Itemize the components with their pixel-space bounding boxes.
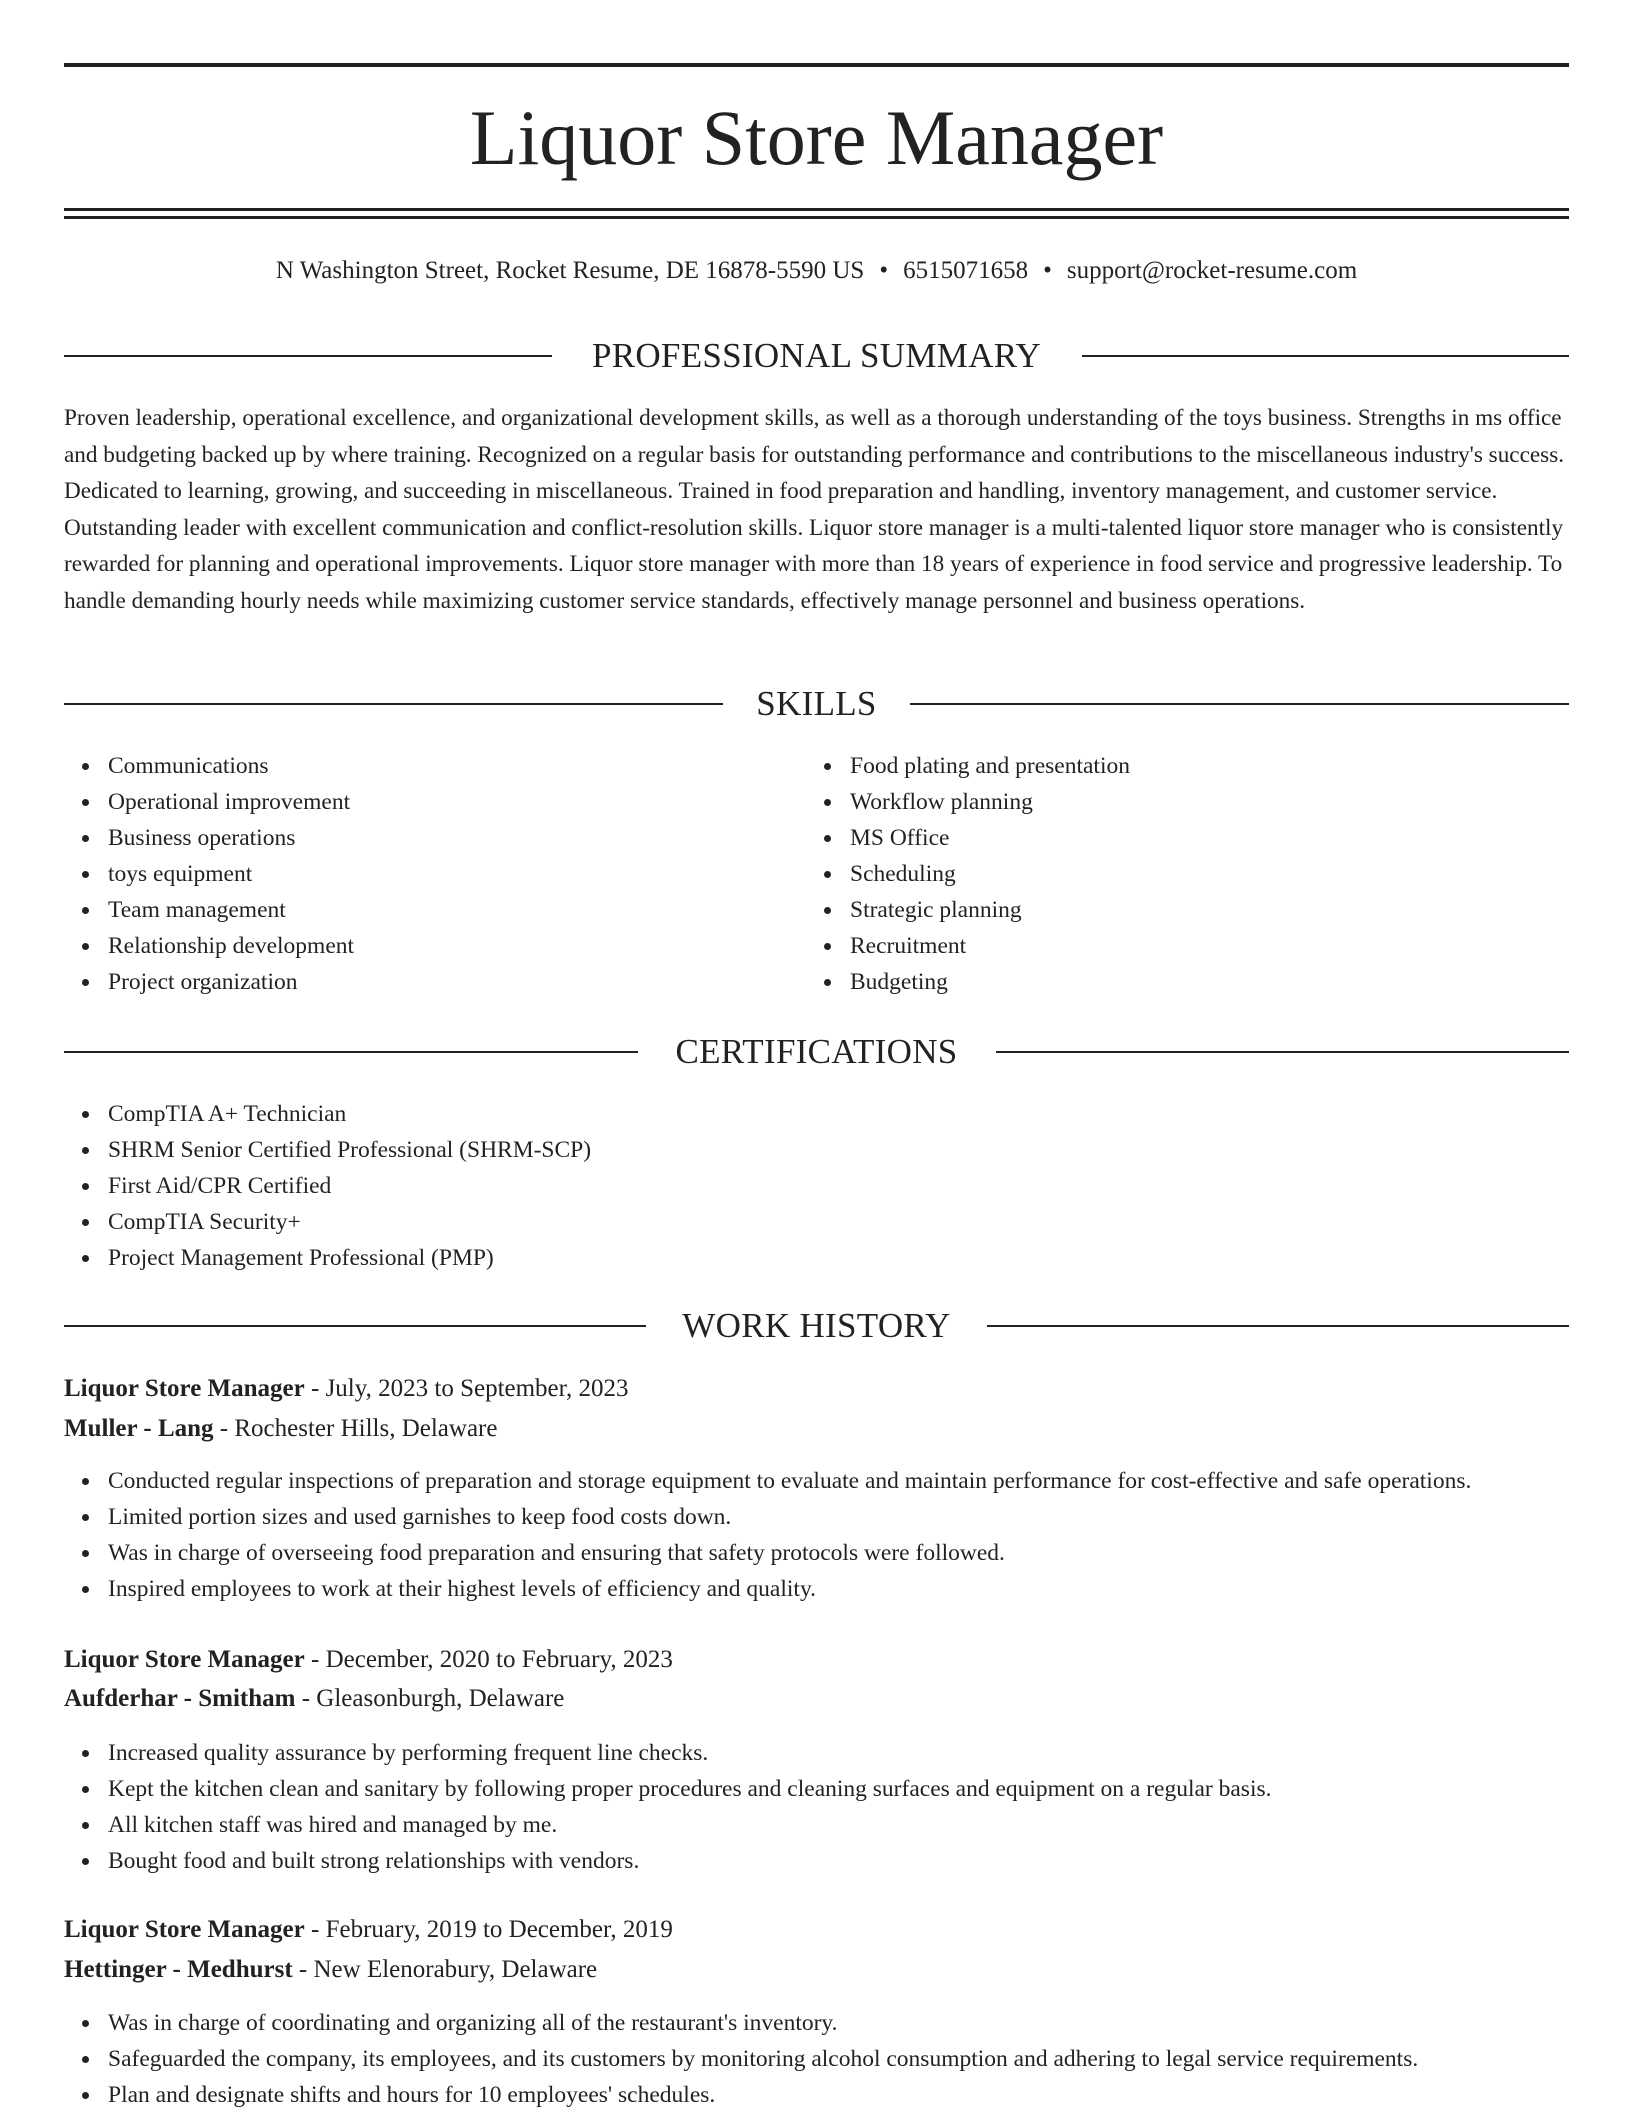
job-bullets — [64, 1463, 1569, 1607]
job-bullet: Was in charge of coordinating and organizing all of the restaurant's inventory. — [64, 2005, 1569, 2041]
contact-line — [64, 255, 1569, 287]
contact-separator: • — [879, 257, 889, 284]
job-bullet: Kept the kitchen clean and sanitary by following proper procedures and cleaning surfaces and equipment on a regular basis. — [64, 1771, 1569, 1807]
job-location: - New Elenorabury, Delaware — [298, 1956, 598, 1983]
certification-item: CompTIA A+ Technician — [64, 1096, 1064, 1132]
double-rule — [64, 208, 1569, 219]
job-location: - Rochester Hills, Delaware — [219, 1415, 498, 1442]
job-title: Liquor Store Manager — [64, 1646, 305, 1673]
certifications-title: CERTIFICATIONS — [675, 1032, 958, 1071]
job-title: Liquor Store Manager — [64, 1916, 305, 1943]
contact-email: support@rocket-resume.com — [1066, 257, 1358, 284]
job-company: Aufderhar - Smitham — [64, 1685, 296, 1712]
certification-item: First Aid/CPR Certified — [64, 1168, 1064, 1204]
heading-rule-right — [996, 1051, 1569, 1053]
skill-item: Workflow planning — [806, 784, 1506, 820]
skills-list-right — [806, 748, 1506, 1000]
work-history-title: WORK HISTORY — [682, 1306, 951, 1345]
summary-text: Proven leadership, operational excellence, and organizational development skills, as well as a thorough understanding of the toys business. Strengths in ms office and budgeting backed up by where training. Recognized on a regular basis for outstanding performance and contributions to the miscellaneous industry's success. Dedicated to learning, growing, and succeeding in miscellaneous. Trained in food preparation and handling, inventory management, and customer service. Outstanding leader with excellent communication and conflict-resolution skills. Liquor store manager is a multi-talented liquor store manager who is consistently rewarded for planning and operational improvements. Liquor store manager with more than 18 years of experience in food service and progressive leadership. To handle demanding hourly needs while maximizing customer service standards, effectively manage personnel and business operations. — [64, 405, 1565, 614]
work-history-heading — [64, 1304, 1569, 1348]
job-title-line — [64, 1913, 673, 1947]
certification-item: SHRM Senior Certified Professional (SHRM-SCP) — [64, 1132, 1064, 1168]
skill-item: Project organization — [64, 964, 764, 1000]
job-bullet: Was in charge of overseeing food preparation and ensuring that safety protocols were followed. — [64, 1535, 1569, 1571]
heading-rule-right — [987, 1325, 1569, 1327]
skill-item: Food plating and presentation — [806, 748, 1506, 784]
summary-title: PROFESSIONAL SUMMARY — [591, 336, 1042, 375]
skill-item: Scheduling — [806, 856, 1506, 892]
job-location: - Gleasonburgh, Delaware — [301, 1685, 565, 1712]
skill-item: Communications — [64, 748, 764, 784]
job-title-line — [64, 1372, 628, 1406]
resume-name: Liquor Store Manager — [469, 94, 1164, 181]
certification-item: CompTIA Security+ — [64, 1204, 1064, 1240]
heading-rule-right — [1082, 355, 1569, 357]
job-title-line — [64, 1643, 673, 1677]
skill-item: Budgeting — [806, 964, 1506, 1000]
job-bullet: Inspired employees to work at their highest levels of efficiency and quality. — [64, 1571, 1569, 1607]
skill-item: Team management — [64, 892, 764, 928]
job-bullet: Bought food and built strong relationships with vendors. — [64, 1843, 1569, 1879]
job-bullets — [64, 2005, 1569, 2113]
certifications-heading — [64, 1030, 1569, 1074]
job-bullet: Safeguarded the company, its employees, and its customers by monitoring alcohol consumption and adhering to legal service requirements. — [64, 2041, 1569, 2077]
skills-heading — [64, 682, 1569, 726]
skill-item: MS Office — [806, 820, 1506, 856]
contact-phone: 6515071658 — [903, 257, 1029, 284]
skill-item: toys equipment — [64, 856, 764, 892]
job-dates: - December, 2020 to February, 2023 — [311, 1646, 673, 1673]
job-company-line — [64, 1412, 497, 1446]
skills-list-left — [64, 748, 764, 1000]
skill-item: Operational improvement — [64, 784, 764, 820]
contact-separator: • — [1043, 257, 1052, 284]
skills-title: SKILLS — [756, 684, 877, 723]
job-bullet: Plan and designate shifts and hours for 10 employees' schedules. — [64, 2077, 1569, 2113]
job-bullet: Conducted regular inspections of preparation and storage equipment to evaluate and maintain performance for cost-effective and safe operations. — [64, 1463, 1569, 1499]
job-bullets — [64, 1735, 1569, 1879]
skill-item: Recruitment — [806, 928, 1506, 964]
job-title: Liquor Store Manager — [64, 1375, 305, 1402]
contact-address: N Washington Street, Rocket Resume, DE 16878-5590 US — [275, 257, 865, 284]
job-company: Hettinger - Medhurst — [64, 1956, 293, 1983]
job-company-line — [64, 1953, 597, 1987]
job-company-line — [64, 1682, 564, 1716]
summary-heading — [64, 334, 1569, 378]
job-dates: - February, 2019 to December, 2019 — [311, 1916, 673, 1943]
skill-item: Relationship development — [64, 928, 764, 964]
job-bullet: Increased quality assurance by performing frequent line checks. — [64, 1735, 1569, 1771]
skill-item: Strategic planning — [806, 892, 1506, 928]
job-bullet: Limited portion sizes and used garnishes to keep food costs down. — [64, 1499, 1569, 1535]
job-dates: - July, 2023 to September, 2023 — [311, 1375, 629, 1402]
job-company: Muller - Lang — [64, 1415, 214, 1442]
job-bullet: All kitchen staff was hired and managed by me. — [64, 1807, 1569, 1843]
skill-item: Business operations — [64, 820, 764, 856]
certifications-list — [64, 1096, 1064, 1276]
top-rule — [64, 63, 1569, 67]
heading-rule-right — [910, 703, 1569, 705]
certification-item: Project Management Professional (PMP) — [64, 1240, 1064, 1276]
